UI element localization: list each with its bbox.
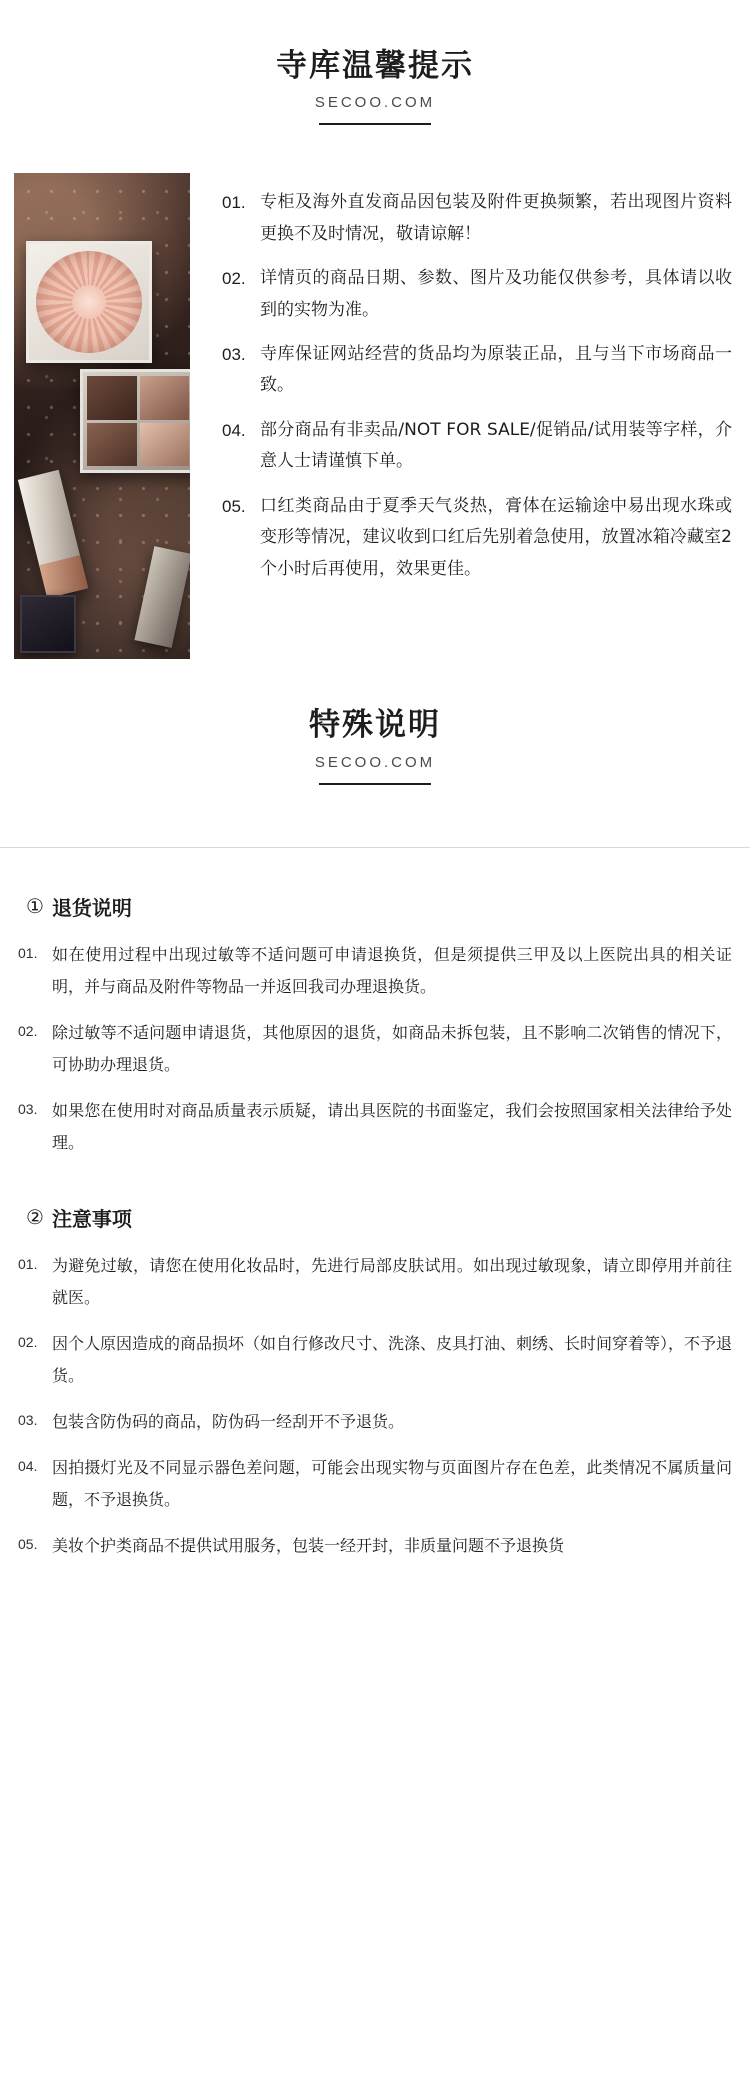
rule-number: 05. [18,1535,38,1552]
rule-text: 因个人原因造成的商品损坏（如自行修改尺寸、洗涤、皮具打油、刺绣、长时间穿着等），不予退货。 [52,1333,733,1385]
cosmetics-photo [14,173,190,659]
list-item [18,1095,732,1159]
rule-number: 04. [18,1457,38,1474]
page-title: 寺库温馨提示 [276,48,474,84]
brand-subtitle: SECOO.COM [314,94,436,112]
nail-polish-bottle-icon [20,595,76,653]
tips-list [190,173,732,598]
rule-text: 包装含防伪码的商品，防伪码一经刮开不予退货。 [52,1411,405,1431]
eyeshadow-palette-icon [80,369,190,473]
rule-number: 03. [18,1411,38,1428]
list-item [222,187,732,250]
title-divider [319,123,431,125]
rule-text: 因拍摄灯光及不同显示器色差问题，可能会出现实物与页面图片存在色差，此类情况不属质量问题，不予退换货。 [52,1457,732,1509]
group-title-text: 注意事项 [51,1206,132,1231]
rule-text: 除过敏等不适问题申请退货，其他原因的退货，如商品未拆包装，且不影响二次销售的情况下，可协助办理退货。 [52,1022,732,1074]
list-item [18,1250,732,1314]
list-item [18,1328,732,1392]
precautions-group [18,1203,732,1562]
group-heading [26,892,732,921]
rule-number: 03. [18,1100,38,1117]
list-item [18,1530,732,1562]
rule-number: 02. [18,1333,38,1350]
rule-number: 01. [18,944,38,961]
rule-text: 为避免过敏，请您在使用化妆品时，先进行局部皮肤试用。如出现过敏现象，请立即停用并前往就医。 [52,1255,732,1307]
return-policy-group [18,892,732,1159]
section-separator [0,847,750,848]
tip-text: 专柜及海外直发商品因包装及附件更换频繁，若出现图片资料更换不及时情况，敬请谅解！ [260,192,732,244]
title-divider [319,783,431,785]
tip-text: 寺库保证网站经营的货品均为原装正品，且与当下市场商品一致。 [260,344,732,396]
list-item [222,263,732,326]
tip-text: 部分商品有非卖品/NOT FOR SALE/促销品/试用装等字样，介意人士请谨慎下单。 [260,419,732,472]
tip-number: 03. [222,345,246,365]
tip-number: 04. [222,420,246,440]
group-marker: ① [26,894,44,919]
rule-number: 02. [18,1022,38,1039]
list-item [222,339,732,402]
list-item [222,415,732,478]
brand-subtitle: SECOO.COM [314,753,436,771]
tip-text: 口红类商品由于夏季天气炎热，膏体在运输途中易出现水珠或变形等情况，建议收到口红后先别着急使用，放置冰箱冷藏室2个小时后再使用，效果更佳。 [260,495,732,579]
group-marker: ② [26,1205,44,1230]
rule-text: 如在使用过程中出现过敏等不适问题可申请退换货，但是须提供三甲及以上医院出具的相关证明，并与商品及附件等物品一并返回我司办理退换货。 [52,944,732,996]
list-item [18,1017,732,1081]
group-heading [26,1203,732,1232]
tips-block [0,173,750,659]
special-instructions [0,892,750,1636]
tip-number: 01. [222,193,246,213]
list-item [18,1452,732,1516]
tips-section-header [0,0,750,125]
section-title: 特殊说明 [309,707,441,744]
rule-number: 01. [18,1255,38,1272]
rule-text: 如果您在使用时对商品质量表示质疑，请出具医院的书面鉴定，我们会按照国家相关法律给予处理。 [52,1100,732,1152]
rule-text: 美妆个护类商品不提供试用服务，包装一经开封，非质量问题不予退换货 [52,1535,565,1555]
tip-number: 02. [222,269,246,289]
tip-number: 05. [222,496,246,516]
list-item [18,1406,732,1438]
highlighter-compact-icon [26,241,152,363]
list-item [18,939,732,1003]
special-section-header [0,659,750,784]
group-title-text: 退货说明 [51,895,132,920]
list-item [222,491,732,585]
tip-text: 详情页的商品日期、参数、图片及功能仅供参考，具体请以收到的实物为准。 [260,268,732,320]
